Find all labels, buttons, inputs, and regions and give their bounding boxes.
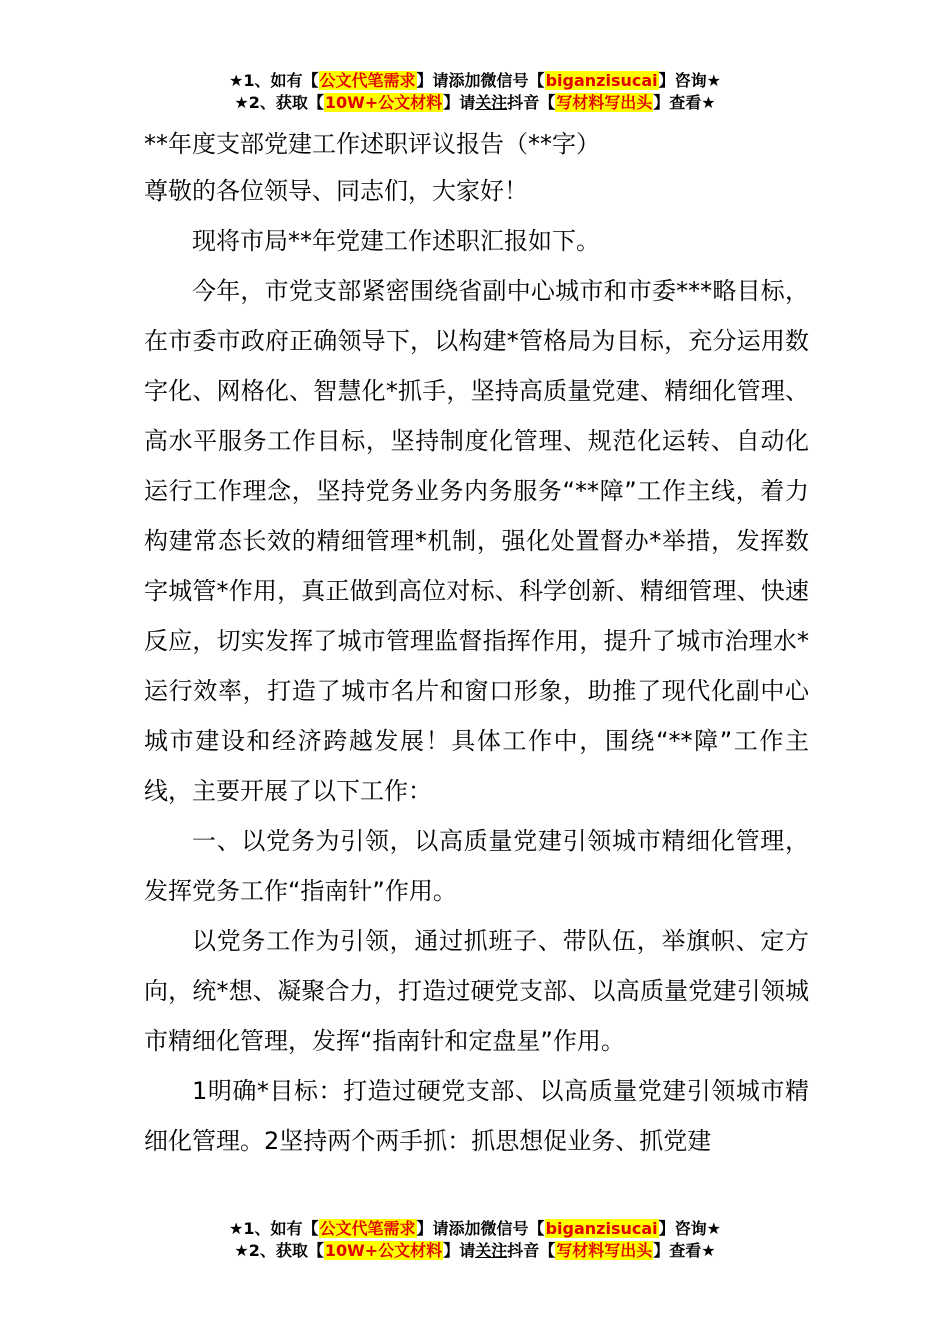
highlight-materials: 10W+公文材料 — [324, 93, 443, 112]
notice-text: 关注 — [475, 93, 508, 112]
highlight-wechat-id: biganzisucai — [545, 1219, 658, 1238]
notice-text: ★1、如有【 — [229, 1219, 319, 1238]
notice-text: 加 — [464, 1219, 481, 1238]
highlight-douyin-account: 写材料写出头 — [556, 93, 653, 112]
document-title: **年度支部党建工作述职评议报告（**字） — [144, 130, 600, 158]
top-notice-banner — [0, 70, 950, 114]
notice-text: 】咨询★ — [658, 71, 721, 90]
notice-text: 加 — [464, 71, 481, 90]
notice-text: 】请 — [443, 1241, 476, 1260]
notice-text: 抖音【 — [507, 1241, 556, 1260]
highlight-service: 公文代笔需求 — [319, 1219, 416, 1238]
notice-text: 微信号【 — [480, 71, 545, 90]
notice-text: 】咨询★ — [658, 1219, 721, 1238]
notice-line-1 — [0, 1218, 950, 1240]
notice-text: ★2、获取【 — [234, 1241, 324, 1260]
notice-text: 微信号【 — [480, 1219, 545, 1238]
bottom-notice-banner — [0, 1218, 950, 1262]
notice-line-1 — [0, 70, 950, 92]
section-heading: 一、以党务为引领，以高质量党建引领城市精细化管理，发挥党务工作“指南针”作用。 — [144, 827, 809, 905]
paragraph: 现将市局**年党建工作述职汇报如下。 — [192, 227, 600, 255]
highlight-wechat-id: biganzisucai — [545, 71, 658, 90]
document-body — [144, 122, 809, 1166]
notice-text: 】请添 — [416, 1219, 465, 1238]
notice-text: 关注 — [475, 1241, 508, 1260]
highlight-douyin-account: 写材料写出头 — [556, 1241, 653, 1260]
notice-text: ★2、获取【 — [234, 93, 324, 112]
notice-text: 】查看★ — [653, 93, 716, 112]
notice-line-2 — [0, 1240, 950, 1262]
highlight-materials: 10W+公文材料 — [324, 1241, 443, 1260]
notice-text: 】请添 — [416, 71, 465, 90]
paragraph: 今年，市党支部紧密围绕省副中心城市和市委***略目标，在市委市政府正确领导下，以构建*管格局为目标，充分运用数字化、网格化、智慧化*抓手，坚持高质量党建、精细化管理、高水平服务工作目标，坚持制度化管理、规范化运转、自动化运行工作理念，坚持党务业务内务服务“**障”工作主线，着力构建常态长效的精细管理*机制，强化处置督办*举措，发挥数字城管*作用，真正做到高位对标、科学创新、精细管理、快速反应，切实发挥了城市管理监督指挥作用，提升了城市治理水*运行效率，打造了城市名片和窗口形象，助推了现代化副中心城市建设和经济跨越发展！具体工作中，围绕“**障”工作主线，主要开展了以下工作： — [144, 277, 809, 805]
greeting: 尊敬的各位领导、同志们，大家好！ — [144, 177, 528, 205]
notice-text: 】查看★ — [653, 1241, 716, 1260]
notice-text: 】请 — [443, 93, 476, 112]
notice-text: 抖音【 — [507, 93, 556, 112]
paragraph: 1明确*目标：打造过硬党支部、以高质量党建引领城市精细化管理。2坚持两个两手抓：抓思想促业务、抓党建 — [144, 1077, 809, 1155]
notice-line-2 — [0, 92, 950, 114]
highlight-service: 公文代笔需求 — [319, 71, 416, 90]
notice-text: ★1、如有【 — [229, 71, 319, 90]
paragraph: 以党务工作为引领，通过抓班子、带队伍，举旗帜、定方向，统*想、凝聚合力，打造过硬党支部、以高质量党建引领城市精细化管理，发挥“指南针和定盘星”作用。 — [144, 927, 809, 1055]
